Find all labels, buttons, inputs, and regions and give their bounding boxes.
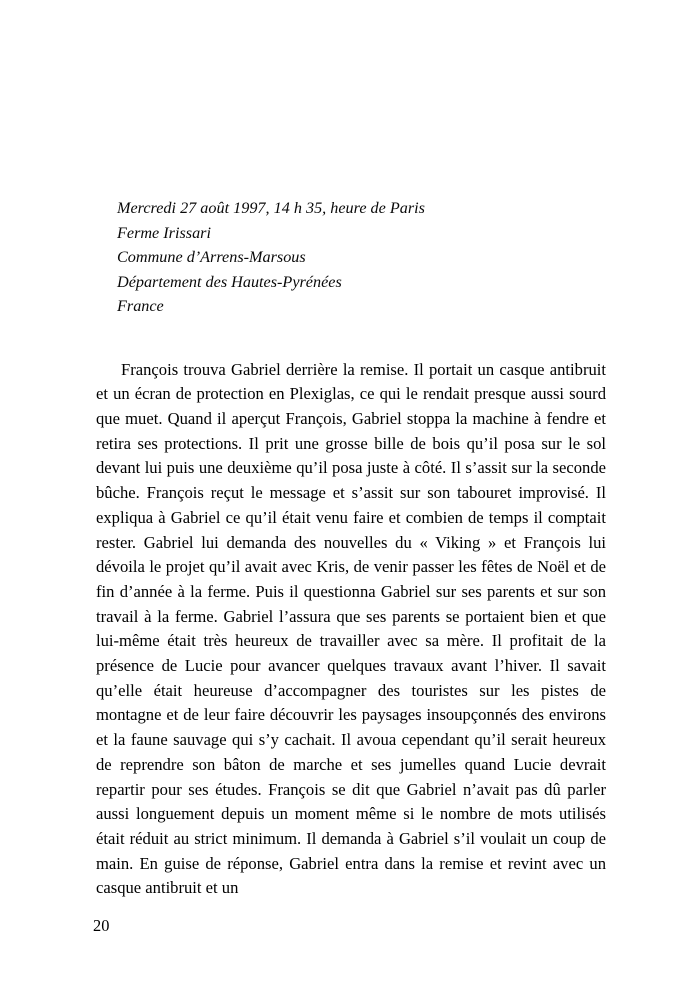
dateline-line-country: France xyxy=(117,297,164,316)
dateline-line-department: Département des Hautes-Pyrénées xyxy=(117,272,342,291)
dateline-line-place: Ferme Irissari xyxy=(117,223,211,242)
dateline-line-datetime: Mercredi 27 août 1997, 14 h 35, heure de Paris xyxy=(117,199,425,217)
dateline-line-commune: Commune d’Arrens-Marsous xyxy=(117,248,306,267)
dateline-block xyxy=(117,196,597,319)
page-number: 20 xyxy=(93,916,110,935)
body-paragraph: François trouva Gabriel derrière la remise. Il portait un casque antibruit et un écran de protection en Plexiglas, ce qui le rendait presque aussi sourd que muet. Quand il aperçut François, Gabriel stoppa la machine à fendre et retira ses protections. Il prit une grosse bille de bois qu’il posa sur le sol devant lui puis une deuxième qu’il posa juste à côté. Il s’assit sur la seconde bûche. François reçut le message et s’assit sur son tabouret improvisé. Il expliqua à Gabriel ce qu’il était venu faire et combien de temps il comptait rester. Gabriel lui demanda des nouvelles du « Viking » et François lui dévoila le projet qu’il avait avec Kris, de venir passer les fêtes de Noël et de fin d’année à la ferme. Puis il questionna Gabriel sur ses parents et sur son travail à la ferme. Gabriel l’assura que ses parents se portaient bien et que lui-même était très heureux de travailler avec sa mère. Il profitait de la présence de Lucie pour avancer quelques travaux avant l’hiver. Il savait qu’elle était heureuse d’accompagner des touristes sur les pistes de montagne et de leur faire découvrir les paysages insoupçonnés des environs et la faune sauvage qui s’y cachait. Il avoua cependant qu’il serait heureux de reprendre son bâton de marche et ses jumelles quand Lucie devrait repartir pour ses études. François se dit que Gabriel n’avait pas dû parler aussi longuement depuis un moment même si le nombre de mots utilisés était réduit au strict minimum. Il demanda à Gabriel s’il voulait un coup de main. En guise de réponse, Gabriel entra dans la remise et revint avec un casque antibruit et un xyxy=(96,359,606,898)
